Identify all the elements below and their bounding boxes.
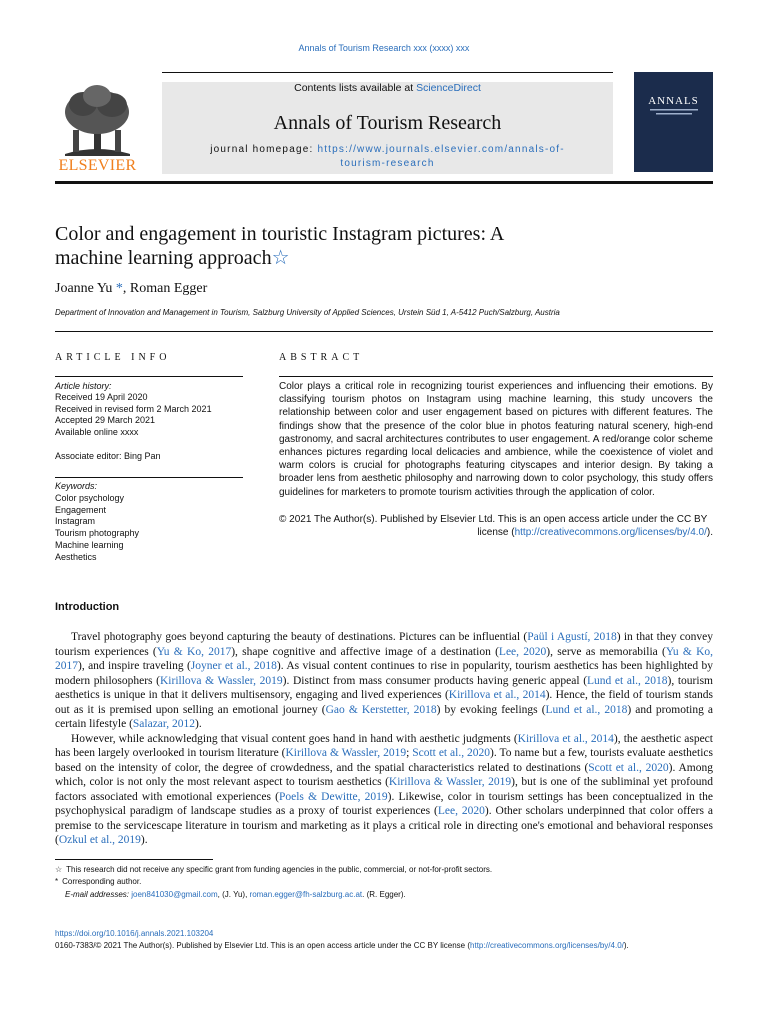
affiliation: Department of Innovation and Management in Tourism, Salzburg University of Applied Sciences, Urstein Süd 1, A-5412 Puch/Salzburg, Austria: [55, 308, 560, 317]
citation-link[interactable]: Lee, 2020: [437, 805, 485, 817]
keyword: Instagram: [55, 516, 96, 527]
paragraph-text: ), and inspire traveling (: [78, 660, 191, 672]
keywords: [55, 481, 245, 564]
citation-link[interactable]: Joyner et al., 2018: [190, 660, 277, 672]
issn-license-line: [55, 941, 629, 950]
citation-link[interactable]: Paül i Agustí, 2018: [527, 631, 617, 643]
author-list: [55, 281, 207, 297]
citation-link[interactable]: Lund et al., 2018: [545, 703, 628, 716]
paragraph-text: ).: [195, 718, 202, 730]
paragraph-text: ). Other scholars underpinned that color offers a premise to the servicescape literature in tourism and marketing as it plays a critical role in directing one's emotional and behavioral responses (: [55, 805, 713, 846]
copyright-line: © 2021 The Author(s). Published by Elsevier Ltd. This is an open access article under the CC BY: [279, 514, 708, 525]
citation-link[interactable]: Kirillova & Wassler, 2019: [388, 776, 512, 788]
article-history: [55, 381, 245, 438]
funding-star-icon: ☆: [55, 865, 63, 874]
homepage-link-part2[interactable]: tourism-research: [340, 158, 435, 169]
citation-link[interactable]: Poels & Dewitte, 2019: [278, 790, 388, 803]
intro-paragraph-2: [55, 732, 713, 848]
corresponding-footnote: [55, 876, 713, 888]
corresponding-mark: *: [55, 877, 59, 887]
paragraph-text: ). Likewise, color in tourism settings has been conceptualized in the psychophysical paradigm of landscape studies as a proxy of tourist experiences (: [55, 790, 713, 817]
corresponding-author-mark[interactable]: *: [115, 281, 123, 296]
article-info-rule: [55, 376, 243, 377]
paragraph-text: ). As visual content continues to rise in popularity, tourism aesthetics has been highlighted by modern philosophers (: [55, 660, 713, 687]
paragraph-text: ;: [406, 747, 413, 759]
keyword: Aesthetics: [55, 551, 97, 562]
citation-link[interactable]: Yu & Ko, 2017: [55, 645, 714, 672]
journal-homepage: [162, 143, 613, 171]
introduction-heading: Introduction: [55, 601, 120, 613]
citation-link[interactable]: Yu & Ko, 2017: [156, 645, 232, 658]
sciencedirect-link[interactable]: ScienceDirect: [416, 82, 481, 94]
cover-subtitle-lines: [646, 108, 702, 118]
email-yu-link[interactable]: joen841030@gmail.com: [131, 889, 218, 899]
contents-availability: [162, 82, 613, 94]
citation-link[interactable]: Lund et al., 2018: [587, 674, 668, 687]
journal-title: Annals of Tourism Research: [273, 112, 502, 134]
title-line-1: Color and engagement in touristic Instagram pictures: A: [55, 223, 505, 245]
abstract-copyright: [279, 513, 713, 539]
paragraph-text: ), tourism aesthetics is unique in that it delivers multisensory, engaging and lived experiences (: [55, 674, 713, 701]
keywords-label: Keywords:: [55, 481, 98, 491]
paragraph-text: ) and promoting a certain lifestyle (: [55, 703, 714, 730]
issn-license-link[interactable]: http://creativecommons.org/licenses/by/4.0/: [470, 941, 624, 950]
corresponding-text: Corresponding author.: [62, 877, 142, 887]
author-separator: ,: [122, 281, 130, 296]
paragraph-text: ), the aesthetic aspect has been largely overlooked in tourism literature (: [55, 732, 713, 759]
email-egger-link[interactable]: roman.egger@fh-salzburg.ac.at: [249, 889, 363, 899]
header-bottom-rule: [55, 181, 713, 184]
paragraph-text: However, while acknowledging that visual content goes hand in hand with aesthetic judgments (: [71, 732, 518, 745]
paragraph-text: ). Distinct from mass consumer products having generic appeal (: [282, 674, 588, 687]
license-suffix: ).: [706, 527, 713, 539]
paragraph-text: ), but is one of the subliminal yet profound factors associated with emotional experiences (: [55, 776, 714, 803]
citation-link[interactable]: Kirillova & Wassler, 2019: [159, 674, 283, 687]
history-label: Article history:: [55, 381, 112, 391]
issn-suffix: ).: [623, 941, 629, 950]
abstract-text: Color plays a critical role in recognizing tourist experiences and influencing their emotions. By classifying tourism photos on Instagram using machine learning, this study uncovers the relationship between color and user engagement based on pictures with different features. The findings show that the presence of the color blue in photos featuring natural scenery, high-end gastronomy, and sacral architectures contributes to user engagement. A red/orange color scheme enhances pictures regarding local delicacies and ambience, while the coexistence of violet and warm colors is crucial for photographs featuring cityscapes and interior design. By taking a broader lens from aesthetic philosophy and narrowing down to color psychology, this study offers guidelines for marketers to promote tourism activities through the application of color.: [279, 381, 713, 498]
article-title: [55, 222, 655, 270]
paragraph-text: ). Among which, color is not only the most relevant aspect to tourism aesthetics (: [55, 761, 713, 788]
paragraph-text: ), shape cognitive and affective image of a destination (: [231, 645, 499, 658]
keyword: Color psychology: [55, 492, 125, 503]
citation-link[interactable]: Scott et al., 2020: [588, 761, 669, 774]
affiliation-rule: [55, 331, 713, 332]
title-line-2: machine learning approach: [55, 247, 272, 269]
author-egger: Roman Egger: [129, 281, 208, 296]
citation-link[interactable]: Salazar, 2012: [132, 718, 196, 730]
article-info-heading: ARTICLE INFO: [55, 352, 171, 363]
citation-link[interactable]: Gao & Kerstetter, 2018: [325, 703, 437, 716]
citation-link[interactable]: Lee, 2020: [498, 645, 547, 658]
email-egger-suffix: . (R. Egger).: [362, 889, 406, 899]
citation-link[interactable]: Scott et al., 2020: [412, 747, 491, 759]
footnote-rule: [55, 859, 213, 860]
paragraph-text: ). Hence, the field of tourism stands out as it is premised upon selling an emotional journey (: [55, 689, 713, 716]
keyword: Machine learning: [55, 539, 124, 550]
author-yu: Joanne Yu: [55, 281, 113, 296]
publisher-wordmark: ELSEVIER: [58, 157, 137, 174]
homepage-prefix: journal homepage:: [210, 144, 318, 155]
running-header[interactable]: Annals of Tourism Research xxx (xxxx) xxx: [298, 43, 470, 53]
funding-footnote: [55, 864, 713, 876]
paragraph-text: Travel photography goes beyond capturing the beauty of destinations. Pictures can be influential (: [71, 631, 528, 643]
keyword: Tourism photography: [55, 528, 140, 539]
introduction-body: [55, 630, 713, 848]
history-item: Received in revised form 2 March 2021: [55, 403, 212, 414]
contents-prefix: Contents lists available at: [294, 82, 417, 94]
journal-cover: [634, 72, 713, 172]
license-prefix: license (: [477, 527, 515, 539]
header-top-rule: [162, 72, 613, 73]
footnotes: [55, 864, 713, 901]
email-footnote: [55, 889, 713, 901]
funding-text: This research did not receive any specific grant from funding agencies in the public, commercial, or not-for-profit sectors.: [66, 865, 493, 874]
cover-title: ANNALS: [648, 95, 699, 107]
issn-text: 0160-7383/© 2021 The Author(s). Published by Elsevier Ltd. This is an open access article under the CC BY license (: [55, 941, 471, 950]
homepage-link-part1[interactable]: https://www.journals.elsevier.com/annals-of-: [317, 144, 565, 155]
abstract-heading: ABSTRACT: [279, 352, 364, 363]
associate-editor: Associate editor: Bing Pan: [55, 451, 161, 461]
citation-link[interactable]: Kirillova et al., 2014: [448, 689, 546, 701]
keywords-rule: [55, 477, 243, 478]
paragraph-text: ) by evoking feelings (: [436, 703, 546, 716]
citation-link[interactable]: Ozkul et al., 2019: [58, 834, 141, 846]
title-footnote-star-icon[interactable]: ☆: [271, 247, 290, 269]
citation-link[interactable]: Kirillova et al., 2014: [517, 732, 614, 745]
email-yu-suffix: , (J. Yu),: [217, 889, 250, 899]
keyword: Engagement: [55, 504, 107, 515]
license-link[interactable]: http://creativecommons.org/licenses/by/4.0/: [514, 527, 707, 539]
email-label: E-mail addresses:: [65, 889, 132, 899]
paragraph-text: ) in that they convey tourism experiences (: [55, 631, 713, 658]
paragraph-text: ), serve as memorabilia (: [546, 645, 666, 658]
intro-paragraph-1: [55, 630, 713, 732]
history-item: Received 19 April 2020: [55, 392, 148, 403]
abstract-rule: [279, 376, 713, 377]
history-item: Available online xxxx: [55, 426, 139, 437]
history-item: Accepted 29 March 2021: [55, 415, 156, 426]
citation-link[interactable]: Kirillova & Wassler, 2019: [285, 747, 407, 759]
doi-link[interactable]: https://doi.org/10.1016/j.annals.2021.103204: [55, 929, 214, 938]
paragraph-text: ). To name but a few, tourists evaluate aesthetics based on the intensity of color, the degree of crowdedness, and the spatial characteristics related to destinations (: [55, 747, 713, 774]
paragraph-text: ).: [140, 834, 148, 846]
